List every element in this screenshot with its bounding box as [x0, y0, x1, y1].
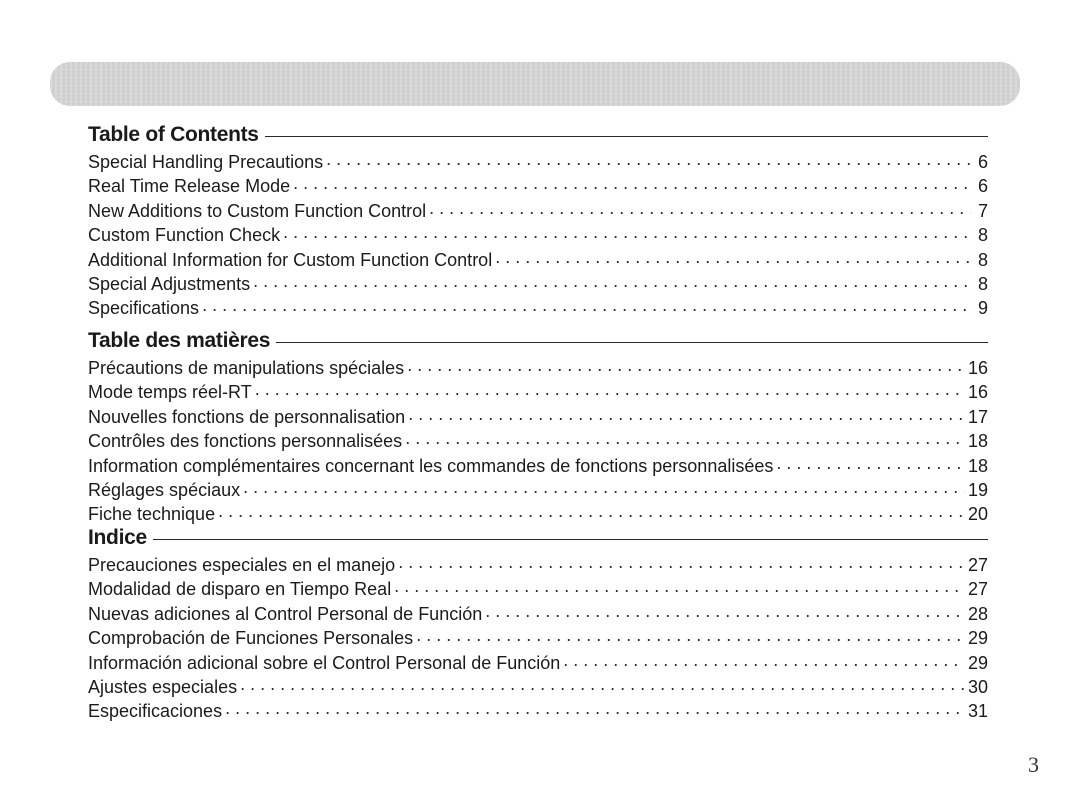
- entry-label: Nuevas adiciones al Control Personal de Función: [88, 603, 483, 624]
- dot-leader: [225, 696, 965, 720]
- section-header: [88, 121, 988, 149]
- entry-page: 6: [977, 176, 988, 197]
- section-header: [88, 327, 988, 355]
- section-title: Table des matières: [88, 329, 271, 352]
- entry-page: 17: [967, 406, 988, 427]
- section-rule: [153, 539, 988, 540]
- page-number: 3: [1028, 752, 1039, 777]
- entry-label: Precauciones especiales en el manejo: [88, 555, 396, 575]
- entry-label: Custom Function Check: [88, 225, 281, 246]
- entry-label: Real Time Release Mode: [88, 176, 291, 197]
- toc-entry-list: [88, 150, 988, 321]
- entry-page: 27: [967, 579, 988, 600]
- toc-entry-list: [88, 356, 988, 527]
- entry-label: Réglages spéciaux: [88, 479, 241, 500]
- entry-page: 8: [977, 225, 988, 246]
- section-rule: [276, 342, 988, 343]
- section-header: [88, 524, 988, 552]
- dot-leader: [255, 377, 965, 401]
- entry-label: Fiche technique: [88, 504, 216, 525]
- dot-leader: [776, 451, 965, 475]
- entry-label: Información adicional sobre el Control Personal de Función: [88, 652, 561, 673]
- section-title: Indice: [88, 526, 147, 549]
- toc-entry[interactable]: [88, 296, 988, 320]
- dot-leader: [253, 269, 971, 293]
- dot-leader: [429, 196, 971, 220]
- entry-page: 19: [967, 479, 988, 500]
- header-band: [50, 62, 1020, 106]
- entry-label: Modalidad de disparo en Tiempo Real: [88, 579, 392, 600]
- entry-label: Especificaciones: [88, 701, 223, 722]
- dot-leader: [405, 426, 965, 450]
- section-title: Table of Contents: [88, 123, 259, 146]
- dot-leader: [218, 499, 965, 523]
- section-rule: [265, 136, 988, 137]
- dot-leader: [283, 220, 971, 244]
- dot-leader: [326, 147, 971, 171]
- dot-leader: [495, 245, 971, 269]
- entry-page: 16: [967, 358, 988, 378]
- toc-entry-list: [88, 553, 988, 724]
- entry-page: 27: [967, 555, 988, 575]
- entry-page: 28: [967, 603, 988, 624]
- toc-entry[interactable]: [88, 699, 988, 723]
- entry-page: 31: [967, 701, 988, 722]
- entry-label: Comprobación de Funciones Personales: [88, 628, 414, 649]
- entry-page: 18: [967, 431, 988, 452]
- dot-leader: [416, 623, 965, 647]
- entry-label: Information complémentaires concernant les commandes de fonctions personnalisées: [88, 455, 774, 476]
- dot-leader: [485, 599, 965, 623]
- entry-label: Nouvelles fonctions de personnalisation: [88, 406, 406, 427]
- dot-leader: [394, 574, 965, 598]
- entry-page: 8: [977, 249, 988, 270]
- entry-page: 20: [967, 504, 988, 525]
- entry-page: 18: [967, 455, 988, 476]
- entry-page: 16: [967, 382, 988, 403]
- entry-label: Ajustes especiales: [88, 676, 238, 697]
- entry-page: 9: [977, 298, 988, 319]
- entry-page: 29: [967, 628, 988, 649]
- entry-label: Special Adjustments: [88, 273, 251, 294]
- dot-leader: [408, 402, 965, 426]
- dot-leader: [202, 293, 971, 317]
- entry-label: Précautions de manipulations spéciales: [88, 358, 405, 378]
- entry-label: Contrôles des fonctions personnalisées: [88, 431, 403, 452]
- dot-leader: [240, 672, 965, 696]
- entry-page: 7: [977, 200, 988, 221]
- dot-leader: [243, 475, 965, 499]
- dot-leader: [293, 171, 971, 195]
- entry-page: 6: [977, 152, 988, 172]
- dot-leader: [563, 648, 965, 672]
- dot-leader: [398, 550, 965, 574]
- toc-section-french: [88, 327, 988, 527]
- entry-page: 8: [977, 273, 988, 294]
- entry-label: Specifications: [88, 298, 200, 319]
- entry-label: Mode temps réel-RT: [88, 382, 252, 403]
- toc-section-spanish: [88, 524, 988, 724]
- toc-section-english: [88, 121, 988, 321]
- entry-page: 30: [967, 676, 988, 697]
- entry-label: Additional Information for Custom Function Control: [88, 249, 493, 270]
- entry-label: Special Handling Precautions: [88, 152, 324, 172]
- entry-page: 29: [967, 652, 988, 673]
- dot-leader: [407, 353, 965, 377]
- entry-label: New Additions to Custom Function Control: [88, 200, 427, 221]
